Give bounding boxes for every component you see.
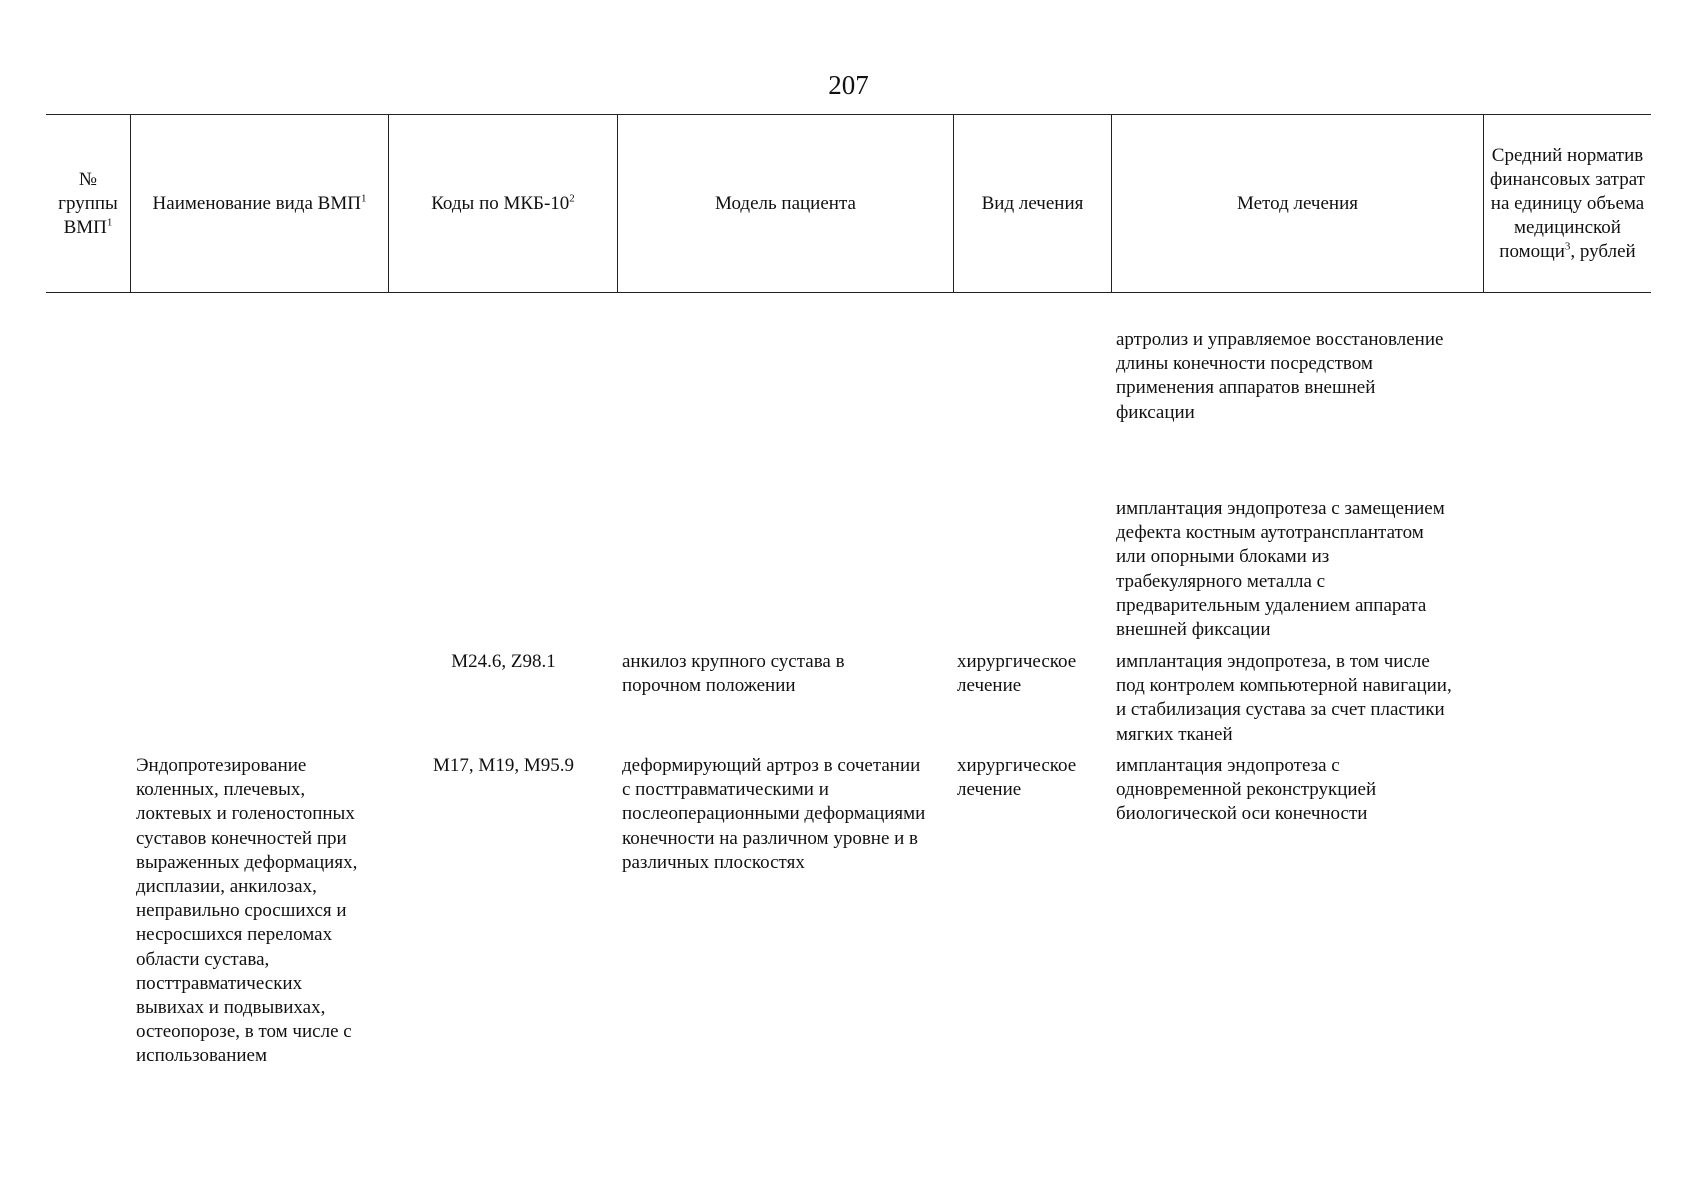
row-3-method: имплантация эндопротеза, в том числе под контролем компьютерной навигации, и стабилизация сустава за счет пластики мягких тканей xyxy=(1116,651,1452,745)
header-patient-model: Модель пациента xyxy=(618,115,954,292)
header-group-number xyxy=(46,115,131,292)
header-vmp-name xyxy=(131,115,389,292)
row-4-method: имплантация эндопротеза с одновременной реконструкцией биологической оси конечности xyxy=(1116,755,1377,825)
row-3-patient-model: анкилоз крупного сустава в порочном положении xyxy=(622,651,845,697)
row-1-method: артролиз и управляемое восстановление длины конечности посредством применения аппаратов внешней фиксации xyxy=(1116,329,1444,423)
header-average-cost-unit: , рублей xyxy=(1570,240,1636,262)
page-number: 207 xyxy=(828,70,869,100)
header-treatment-type: Вид лечения xyxy=(954,115,1112,292)
row-4-treatment-type: хирургическое лечение xyxy=(957,755,1077,801)
footnote-mark: 2 xyxy=(569,192,575,205)
header-icd-codes-label: Коды по МКБ-10 xyxy=(431,192,570,214)
table-header-row xyxy=(46,115,1651,292)
row-4-codes: M17, M19, M95.9 xyxy=(433,755,574,776)
row-4-vmp-name: Эндопротезирование коленных, плечевых, локтевых и голеностопных суставов конечностей при выраженных деформациях, дисплазии, анкилозах, неправильно сросшихся и несросшихся переломах области сустава, посттравматических вывихах и подвывихах, остеопорозе, в том числе с использованием xyxy=(136,755,358,1067)
row-3-treatment-type: хирургическое лечение xyxy=(957,651,1077,697)
header-icd-codes xyxy=(389,115,618,292)
row-2-method: имплантация эндопротеза с замещением дефекта костным аутотрансплантатом или опорными блоками из трабекулярного металла с предварительным удалением аппарата внешней фиксации xyxy=(1116,498,1445,641)
header-group-number-label: № группы ВМП xyxy=(58,168,118,238)
row-3-codes: M24.6, Z98.1 xyxy=(451,651,556,672)
header-vmp-name-label: Наименование вида ВМП xyxy=(152,192,361,214)
header-average-cost-label: Средний норматив финансовых затрат на единицу объема медицинской помощи xyxy=(1490,144,1645,262)
row-4-patient-model: деформирующий артроз в сочетании с посттравматическими и послеоперационными деформациями конечности на различном уровне и в различных плоскостях xyxy=(622,755,926,873)
header-treatment-method: Метод лечения xyxy=(1112,115,1484,292)
header-average-cost xyxy=(1484,115,1651,292)
footnote-mark: 1 xyxy=(106,216,113,229)
footnote-mark: 3 xyxy=(1564,240,1571,253)
footnote-mark: 1 xyxy=(360,192,367,205)
vmp-table xyxy=(46,114,1651,293)
